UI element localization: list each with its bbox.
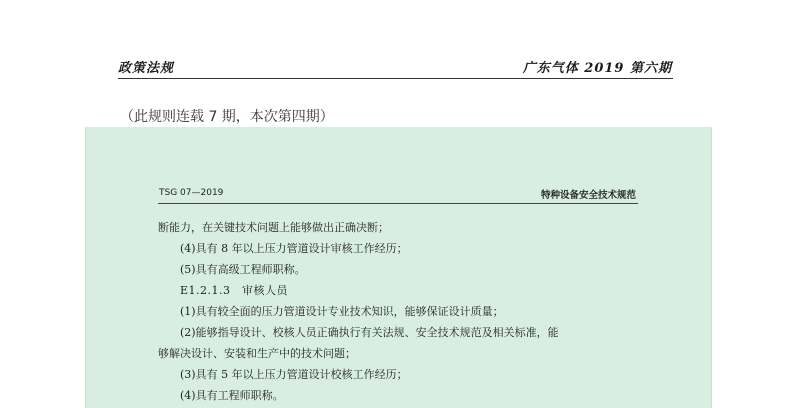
regulation-excerpt-panel	[85, 127, 712, 408]
text-line: 够解决设计、安装和生产中的技术问题；	[158, 347, 356, 360]
text-line: 断能力，在关键技术问题上能够做出正确决断；	[158, 221, 389, 234]
text-line: (2)能够指导设计、校核人员正确执行有关法规、安全技术规范及相关标准，能	[180, 326, 559, 339]
header-divider	[118, 78, 673, 79]
excerpt-body	[158, 217, 648, 406]
text-line: (4)具有工程师职称。	[180, 389, 284, 402]
text-line: (3)具有 5 年以上压力管道设计校核工作经历；	[180, 368, 408, 381]
section-heading: E1.2.1.3 审核人员	[180, 284, 289, 297]
text-line: (1)具有较全面的压力管道设计专业技术知识，能够保证设计质量；	[180, 305, 504, 318]
text-line: (5)具有高级工程师职称。	[180, 263, 306, 276]
regulation-code: TSG 07—2019	[159, 188, 224, 198]
regulation-category-title: 特种设备安全技术规范	[540, 190, 636, 201]
serialization-note: （此规则连载 7 期，本次第四期）	[120, 109, 334, 125]
excerpt-header-divider	[158, 203, 638, 204]
journal-issue-header: 广东气体 2019 第六期	[522, 61, 672, 76]
section-header: 政策法规	[118, 61, 175, 76]
text-line: (4)具有 8 年以上压力管道设计审核工作经历；	[180, 242, 408, 255]
